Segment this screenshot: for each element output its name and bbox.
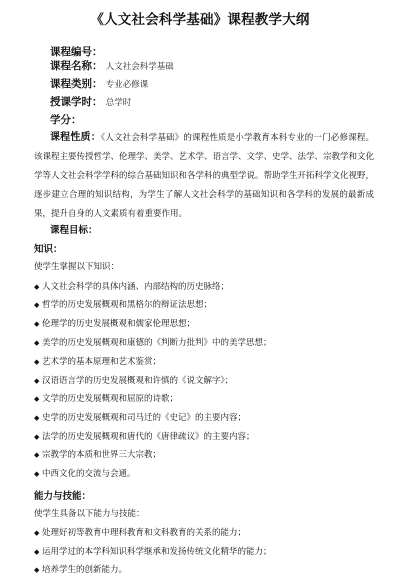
knowledge-item: ◆ 法学的历史发展概观和唐代的《唐律疏议》的主要内容； [34, 432, 255, 442]
knowledge-item: ◆ 美学的历史发展概观和康德的《判断力批判》中的美学思想； [34, 338, 272, 348]
diamond-bullet-icon: ◆ [34, 320, 40, 328]
course-hours-value: 总学时 [105, 98, 132, 108]
skills-item: ◆ 运用学过的本学科知识科学继承和发扬传统文化精华的能力； [34, 547, 272, 557]
diamond-bullet-icon: ◆ [34, 548, 40, 556]
knowledge-item: ◆ 汉语语言学的历史发展概观和许慎的《说文解字》； [34, 376, 234, 386]
diamond-bullet-icon: ◆ [34, 301, 40, 309]
diamond-bullet-icon: ◆ [34, 566, 40, 574]
course-name-row [50, 58, 174, 73]
course-nature-label: 课程性质： [50, 132, 101, 143]
knowledge-item: ◆ 史学的历史发展概观和司马迁的《史记》的主要内容； [34, 413, 247, 423]
diamond-bullet-icon: ◆ [34, 395, 40, 403]
course-goals-heading: 课程目标： [50, 225, 98, 236]
course-type-row [50, 76, 148, 91]
knowledge-item: ◆ 哲学的历史发展概观和黑格尔的辩证法思想； [34, 300, 213, 310]
page-title: 《人文社会科学基础》课程教学大纲 [90, 12, 310, 28]
diamond-bullet-icon: ◆ [34, 433, 40, 441]
course-hours-row [50, 94, 131, 109]
knowledge-intro: 使学生掌握以下知识： [34, 262, 120, 272]
knowledge-item: ◆ 中西文化的交流与会通。 [34, 469, 136, 479]
course-nature-paragraph [34, 128, 374, 224]
diamond-bullet-icon: ◆ [34, 414, 40, 422]
knowledge-item: ◆ 文学的历史发展概观和屈原的诗歌； [34, 394, 179, 404]
diamond-bullet-icon: ◆ [34, 377, 40, 385]
diamond-bullet-icon: ◆ [34, 283, 40, 291]
diamond-bullet-icon: ◆ [34, 358, 40, 366]
course-credits-row [50, 112, 82, 127]
course-type-value: 专业必修课 [105, 80, 149, 90]
course-code-row [50, 44, 103, 59]
diamond-bullet-icon: ◆ [34, 339, 40, 347]
skills-intro: 使学生具备以下能力与技能： [34, 509, 145, 519]
diamond-bullet-icon: ◆ [34, 470, 40, 478]
course-code-label: 课程编号： [50, 46, 103, 58]
course-type-label: 课程类别： [50, 78, 103, 90]
skills-heading: 能力与技能： [34, 491, 92, 502]
course-hours-label: 授课学时： [50, 96, 103, 108]
skills-item: ◆ 处理好初等教育中理科教育和文科教育的关系的能力； [34, 528, 247, 538]
knowledge-item: ◆ 艺术学的基本原理和艺术鉴赏； [34, 357, 162, 367]
skills-item: ◆ 培养学生的创新能力。 [34, 565, 128, 575]
course-credits-label: 学分： [50, 114, 82, 126]
diamond-bullet-icon: ◆ [34, 529, 40, 537]
diamond-bullet-icon: ◆ [34, 451, 40, 459]
course-nature-text: 《人文社会科学基础》的课程性质是小学教育本科专业的一门必修课程。该课程主要传授哲学、伦理学、美学、艺术学、语言学、文学、史学、法学、宗教学和文化学等人文社会科学学科的综合基础知识和各学科的典型学说。帮助学生开拓科学文化视野，逐步建立合理的知识结构，为学生了解人文社会科学的基础知识和各学科的发展的最新成果，提升自身的人文素质有着重要作用。 [34, 133, 375, 219]
knowledge-item: ◆ 人文社会科学的具体内涵、内部结构的历史脉络； [34, 282, 230, 292]
course-name-label: 课程名称： [50, 60, 103, 72]
knowledge-item: ◆ 宗教学的本质和世界三大宗教； [34, 450, 162, 460]
knowledge-item: ◆ 伦理学的历史发展概观和儒家伦理思想； [34, 319, 196, 329]
knowledge-heading: 知识： [34, 244, 63, 255]
course-name-value: 人文社会科学基础 [105, 62, 174, 72]
